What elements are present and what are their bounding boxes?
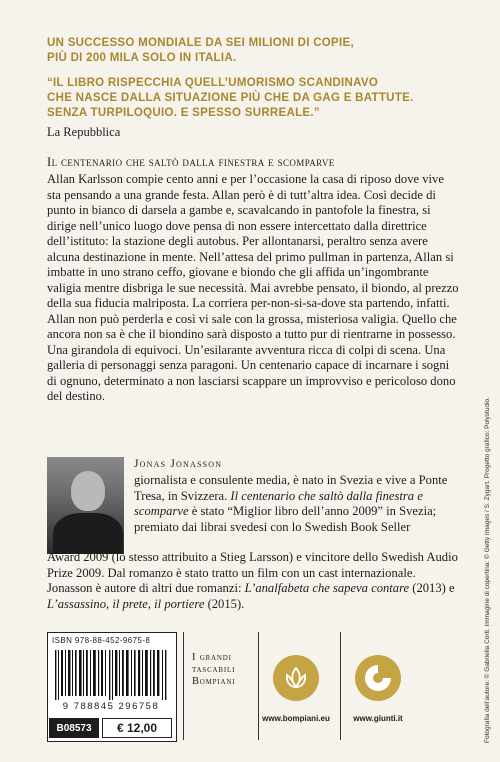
divider bbox=[258, 632, 259, 740]
divider bbox=[340, 632, 341, 740]
quote-line-3: SENZA TURPILOQUIO. E SPESSO SURREALE.” bbox=[47, 107, 320, 119]
product-code: B08573 bbox=[49, 718, 99, 738]
quote-line-2: CHE NASCE DALLA SITUAZIONE PIÙ CHE DA GAG E BATTUTE. bbox=[47, 92, 414, 104]
author-name: Jonas Jonasson bbox=[134, 458, 223, 470]
bio-book-2: L’assassino, il prete, il portiere bbox=[47, 596, 205, 611]
price: € 12,00 bbox=[102, 718, 172, 738]
bio-text: (2013) e bbox=[409, 581, 455, 595]
author-photo bbox=[47, 457, 124, 554]
tagline-line-2: PIÙ DI 200 MILA SOLO IN ITALIA. bbox=[47, 52, 237, 64]
bio-book-1: L’analfabeta che sapeva contare bbox=[244, 581, 410, 595]
bompiani-website: www.bompiani.eu bbox=[262, 714, 330, 723]
bio-book-title: Il centenario che saltò dalla finestra e scomparve bbox=[134, 488, 423, 518]
bompiani-lotus-logo-icon bbox=[273, 655, 319, 701]
barcode-icon bbox=[53, 650, 169, 700]
series-line-2: tascabili bbox=[192, 664, 236, 675]
giunti-spiral-logo-icon bbox=[355, 655, 401, 701]
series-line-1: I grandi bbox=[192, 652, 232, 663]
synopsis: Allan Karlsson compie cento anni e per l’occasione la casa di riposo dove vive sta pensando a una grande festa. Allan però è di tutt’altra idea. Così decide di punto in bianco di darsela a gambe e, scavalcando in pantofole la finestra, si dirige nell’unico luogo dove pensa di non essere intercettato dalla direttrice dell’istituto: la stazione degli autobus. Per allontanarsi, peraltro senza avere alcuna destinazione in mente. Nell’attesa del primo pullman in partenza, Allan si imbatte in uno strano ceffo, giovane e biondo che gli affida un’ingombrante valigia mentre disbriga le sue necessità. Mai avrebbe pensato, il biondo, al prezzo della sua fiducia malriposta. La corriera per-non-si-sa-dove sta partendo, infatti. Allan non può perderla e così vi sale con la grossa, misteriosa valigia. Quello che ancora non sa è che il biondino sarà disposto a tutto pur di rientrarne in possesso. Una girandola di equivoci. Un’esilarante avventura ricca di colpi di scena. Una galleria di personaggi senza paragoni. Un centenario capace di incarnare i sogni di ognuno, determinato a non lasciarsi scappare un improvviso e pericoloso dono del destino. bbox=[47, 172, 459, 403]
bio-text: giornalista e consulente media, è nato in Svezia e vive a Ponte Tresa, in Svizzera. bbox=[134, 473, 448, 503]
divider bbox=[183, 632, 184, 740]
series-label bbox=[192, 652, 252, 688]
isbn: ISBN 978-88-452-9675-8 bbox=[52, 636, 151, 645]
quote-line-1: “IL LIBRO RISPECCHIA QUELL’UMORISMO SCANDINAVO bbox=[47, 77, 379, 89]
bio-text: Award 2009 (lo stesso attribuito a Stieg Larsson) e vincitore dello Swedish Audio Prize 2009. Dal romanzo è stato tratto un film con un cast internazionale. Jonasson è autore di altri due romanzi: bbox=[47, 550, 458, 595]
ean-number: 9 788845 296758 bbox=[62, 701, 160, 712]
photo-credits: Fotografia dell’autore: © Gabriella Corti. Immagine di copertina: © Getty Images / S. Zygart. Progetto grafico: Polystudio. bbox=[484, 397, 491, 743]
author-bio bbox=[134, 473, 459, 535]
series-line-3: Bompiani bbox=[192, 676, 236, 687]
tagline-line-1: UN SUCCESSO MONDIALE DA SEI MILIONI DI COPIE, bbox=[47, 37, 354, 49]
book-title: Il centenario che saltò dalla finestra e scomparve bbox=[47, 155, 335, 169]
bio-text: è stato “Miglior libro dell’anno 2009” in Svezia; premiato dai librai svedesi con lo Swedish Book Seller bbox=[134, 504, 437, 534]
bio-text: (2015). bbox=[204, 596, 245, 611]
tagline bbox=[47, 36, 407, 66]
giunti-website: www.giunti.it bbox=[353, 714, 403, 723]
author-bio-continued bbox=[47, 550, 459, 612]
press-quote bbox=[47, 76, 427, 121]
quote-source: La Repubblica bbox=[47, 125, 121, 139]
